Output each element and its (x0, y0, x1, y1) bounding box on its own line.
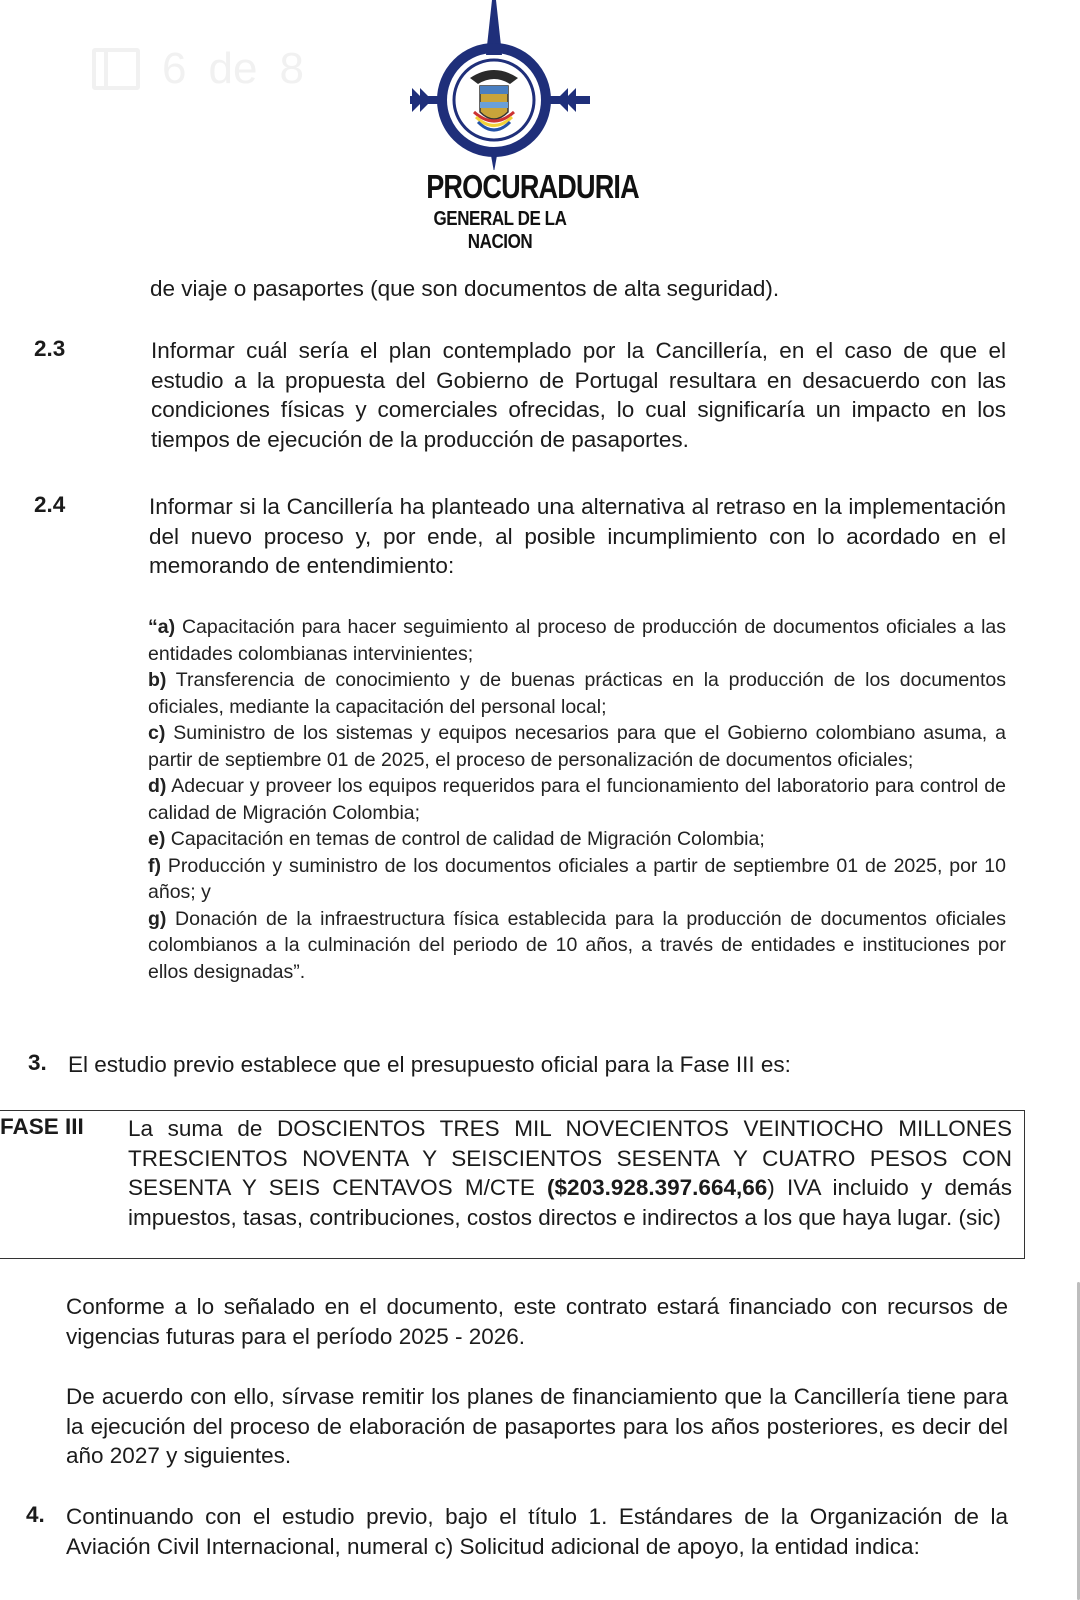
section-number-2-4: 2.4 (34, 492, 66, 517)
item-number-3: 3. (28, 1050, 47, 1075)
item-text-3: El estudio previo establece que el presupuesto oficial para la Fase III es: (68, 1052, 791, 1077)
logo-title: PROCURADURIA (426, 168, 639, 205)
item-number-4: 4. (26, 1502, 45, 1527)
quoted-obligations-list (148, 614, 1006, 985)
financing-paragraph: Conforme a lo señalado en el documento, este contrato estará financiado con recursos de vigencias futuras para el período 2025 - 2026. (66, 1294, 1008, 1349)
fase-label: FASE III (0, 1114, 84, 1139)
list-item-f: f) Producción y suministro de los documentos oficiales a partir de septiembre 01 de 2025, por 10 años; y (148, 854, 1006, 903)
list-item-b: b) Transferencia de conocimiento y de buenas prácticas en la producción de los documentos oficiales, mediante la capacitación del personal local; (148, 669, 1006, 718)
page-counter-overlay (92, 44, 304, 94)
intro-line: de viaje o pasaportes (que son documentos de alta seguridad). (150, 276, 780, 301)
list-item-a: “a) Capacitación para hacer seguimiento al proceso de producción de documentos oficiales a las entidades colombianas intervinientes; (148, 616, 1006, 665)
list-item-g: g) Donación de la infraestructura física establecida para la producción de documentos oficiales colombianos a la culminación del periodo de 10 años, a través de entidades e instituciones por ellos designadas”. (148, 907, 1006, 983)
section-text-2-3: Informar cuál sería el plan contemplado por la Cancillería, en el caso de que el estudio a la propuesta del Gobierno de Portugal resultara en desacuerdo con las condiciones físicas y comerciales ofrecidas, lo cual significaría un impacto en los tiempos de ejecución de la producción de pasaportes. (151, 338, 1006, 452)
list-item-d: d) Adecuar y proveer los equipos requeridos para el funcionamiento del laboratorio para control de calidad de Migración Colombia; (148, 775, 1006, 824)
document-icon (92, 48, 140, 90)
section-number-2-3: 2.3 (34, 336, 66, 361)
list-item-c: c) Suministro de los sistemas y equipos necesarios para que el Gobierno colombiano asuma, a partir de septiembre 01 de 2025, el proceso de personalización de documentos oficiales; (148, 722, 1006, 771)
fase-text: La suma de DOSCIENTOS TRES MIL NOVECIENTOS VEINTIOCHO MILLONES TRESCIENTOS NOVENTA Y SEISCIENTOS SESENTA Y CUATRO PESOS CON SESENTA Y SEIS CENTAVOS M/CTE ($203.928.397.664,66) IVA incluido y demás impuestos, tasas, contribuciones, costos directos e indirectos a los que haya lugar. (sic) (128, 1116, 1012, 1230)
list-item-e: e) Capacitación en temas de control de calidad de Migración Colombia; (148, 828, 765, 850)
request-paragraph: De acuerdo con ello, sírvase remitir los planes de financiamiento que la Cancillería tiene para la ejecución del proceso de elaboración de pasaportes para los años posteriores, es decir del año 2027 y siguientes. (66, 1384, 1008, 1468)
section-text-2-4: Informar si la Cancillería ha planteado una alternativa al retraso en la implementación del nuevo proceso y, por ende, al posible incumplimiento con lo acordado en el memorando de entendimiento: (149, 494, 1006, 578)
logo-subtitle: GENERAL DE LA NACION (433, 208, 567, 253)
page-counter-current: 6 (162, 44, 187, 93)
fase-amount: ($203.928.397.664,66 (547, 1175, 768, 1200)
item-text-4: Continuando con el estudio previo, bajo el título 1. Estándares de la Organización de la Aviación Civil Internacional, numeral c) Solicitud adicional de apoyo, la entidad indica: (66, 1504, 1008, 1559)
page-counter-separator: de (208, 44, 258, 93)
page-counter-total: 8 (279, 44, 304, 93)
